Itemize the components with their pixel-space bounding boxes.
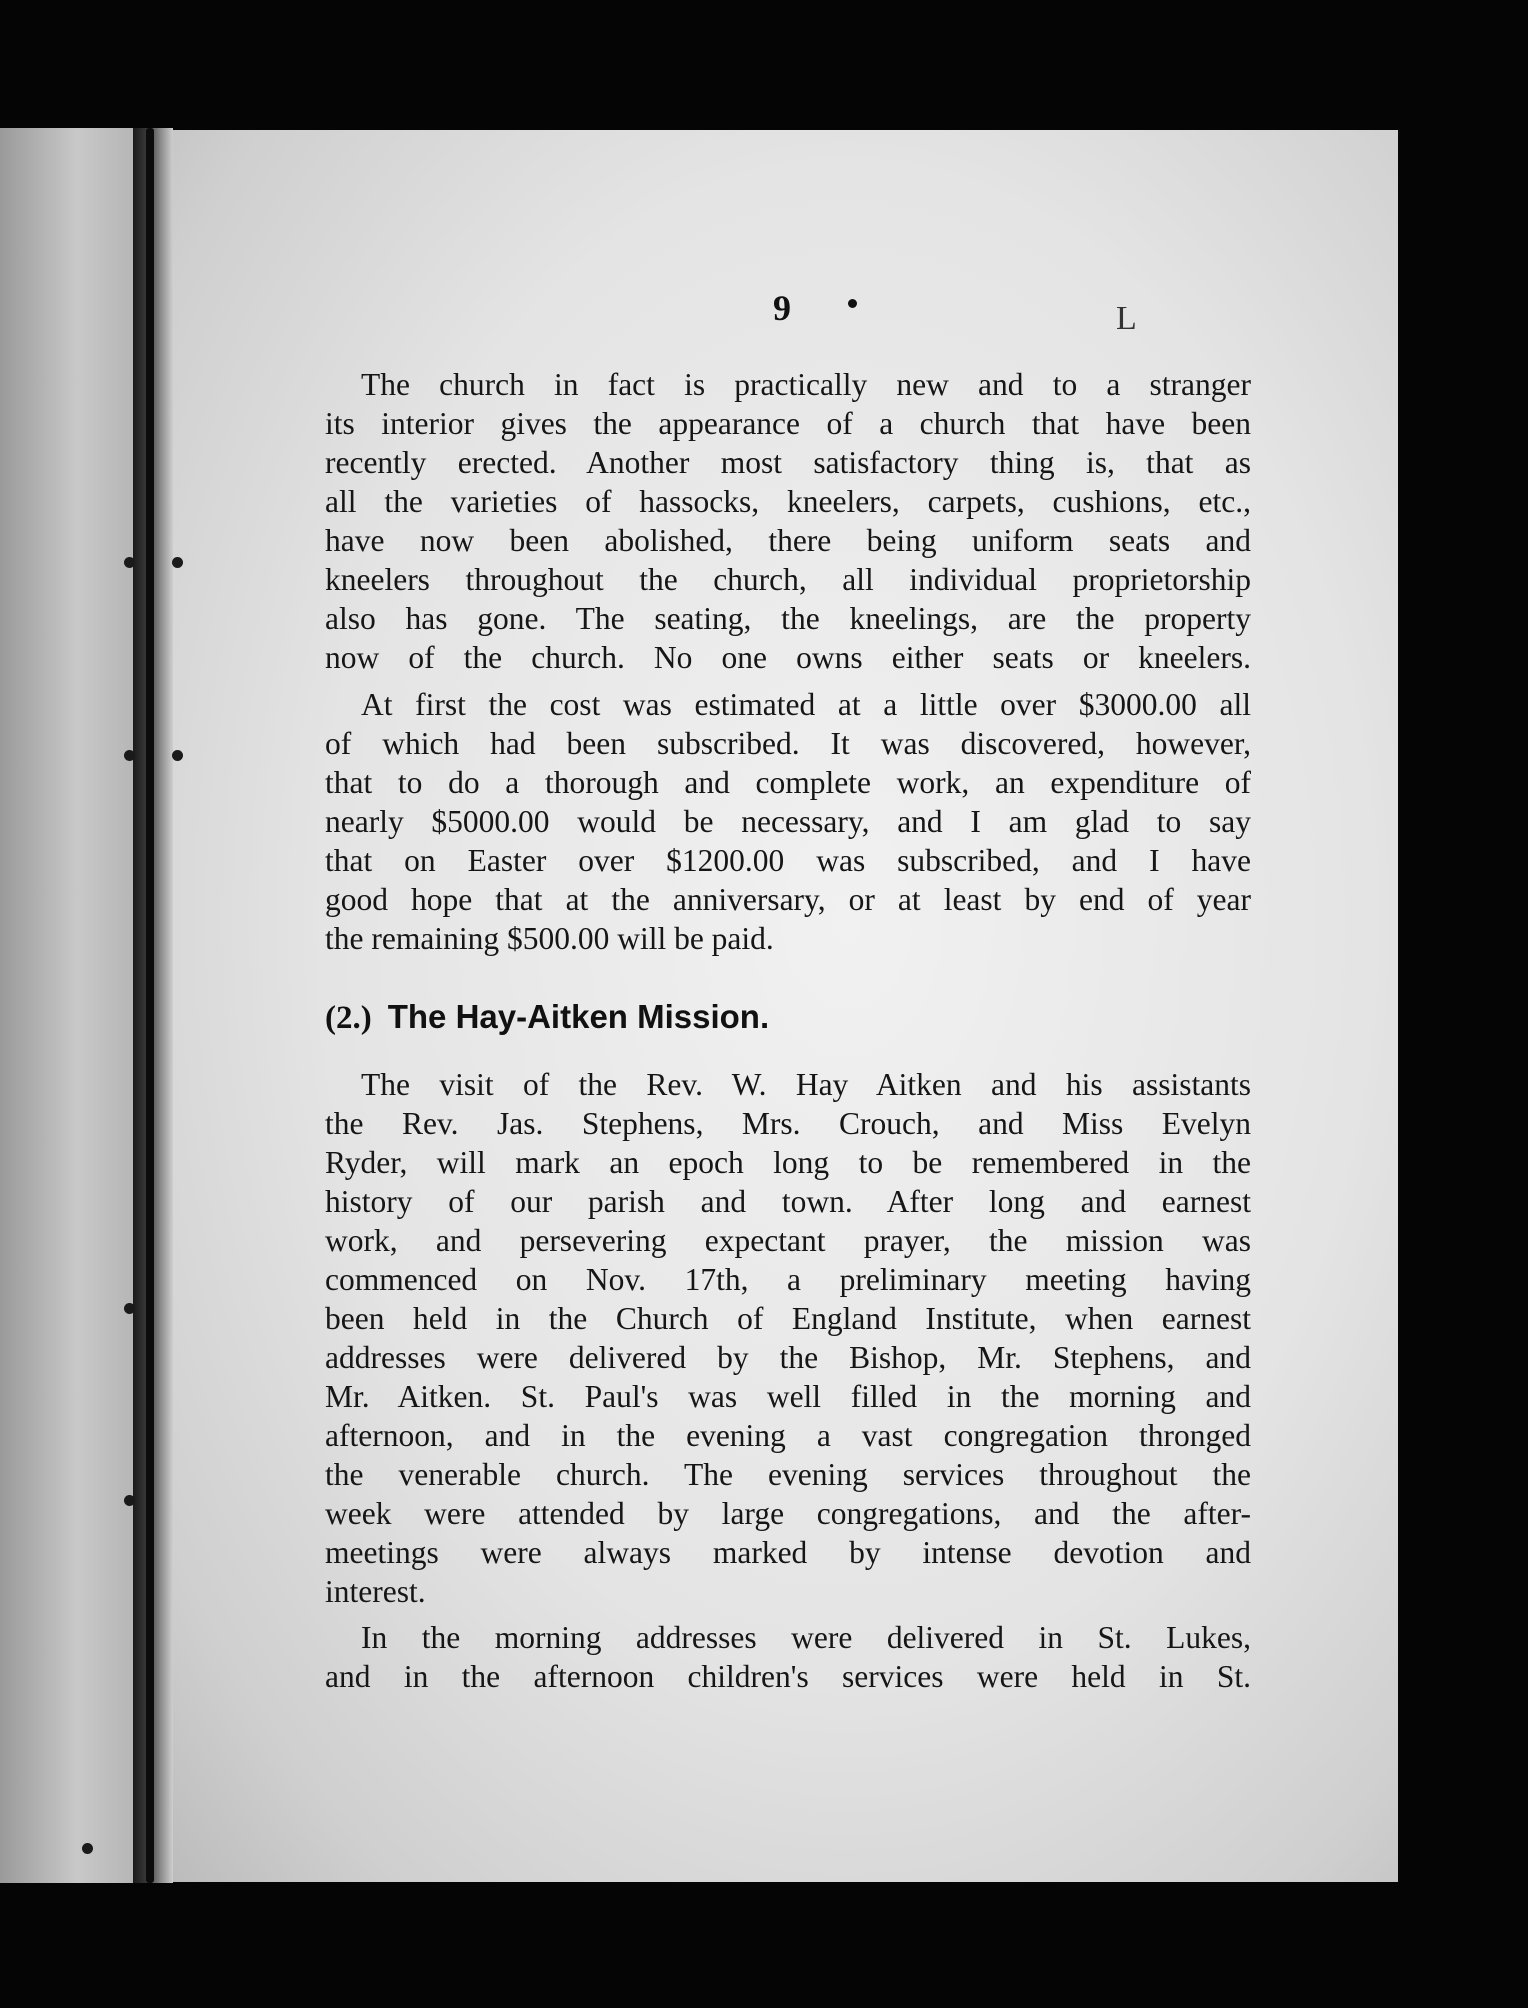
text-line: The church in fact is practically new and to a stranger [361,367,1251,402]
binding-hole [124,557,135,568]
text-line: commenced on Nov. 17th, a preliminary meeting having [325,1262,1251,1297]
text-line: now of the church. No one owns either seats or kneelers. [325,640,1251,675]
section-number: (2.) [325,1000,372,1036]
binding-hole [172,557,183,568]
text-line: the venerable church. The evening services throughout the [325,1457,1251,1492]
text-line: the Rev. Jas. Stephens, Mrs. Crouch, and Miss Evelyn [325,1106,1251,1141]
text-line: At first the cost was estimated at a little over $3000.00 all [361,687,1251,722]
text-line: have now been abolished, there being uniform seats and [325,523,1251,558]
text-line: nearly $5000.00 would be necessary, and I am glad to say [325,804,1251,839]
binding-hole [124,1495,135,1506]
text-line: its interior gives the appearance of a church that have been [325,406,1251,441]
binding-hole [82,1843,93,1854]
text-line: Ryder, will mark an epoch long to be remembered in the [325,1145,1251,1180]
text-line: of which had been subscribed. It was discovered, however, [325,726,1251,761]
text-line: the remaining $500.00 will be paid. [325,921,774,956]
text-line: recently erected. Another most satisfactory thing is, that as [325,445,1251,480]
text-line: history of our parish and town. After long and earnest [325,1184,1251,1219]
section-heading [325,998,769,1037]
binding-hole [124,1303,135,1314]
facing-page-edge [0,128,140,1883]
paragraph-church-renovation [325,365,1251,677]
text-line: good hope that at the anniversary, or at least by end of year [325,882,1251,917]
text-line: kneelers throughout the church, all individual proprietorship [325,562,1251,597]
text-line: addresses were delivered by the Bishop, Mr. Stephens, and [325,1340,1251,1375]
text-line: meetings were always marked by intense devotion and [325,1535,1251,1570]
page-number: 9 [773,288,791,328]
binding-hole [124,750,135,761]
text-line: that on Easter over $1200.00 was subscribed, and I have [325,843,1251,878]
text-line: The visit of the Rev. W. Hay Aitken and his assistants [361,1067,1251,1102]
ink-dot [848,299,857,308]
text-line: Mr. Aitken. St. Paul's was well filled in the morning and [325,1379,1251,1414]
text-line: afternoon, and in the evening a vast congregation thronged [325,1418,1251,1453]
text-line: interest. [325,1574,426,1609]
text-line: been held in the Church of England Institute, when earnest [325,1301,1251,1336]
margin-note: L [1116,300,1137,337]
text-line: work, and persevering expectant prayer, the mission was [325,1223,1251,1258]
text-line: and in the afternoon children's services were held in St. [325,1659,1251,1694]
binding-hole [172,750,183,761]
text-line: week were attended by large congregations, and the after- [325,1496,1251,1531]
binding-line [146,128,154,1883]
text-line: that to do a thorough and complete work, an expenditure of [325,765,1251,800]
section-title: The Hay-Aitken Mission. [387,998,770,1035]
text-line: all the varieties of hassocks, kneelers, carpets, cushions, etc., [325,484,1251,519]
paragraph-mission-visit [325,1065,1251,1611]
paragraph-morning-addresses [325,1618,1251,1696]
text-line: In the morning addresses were delivered in St. Lukes, [361,1620,1251,1655]
text-line: also has gone. The seating, the kneelings, are the property [325,601,1251,636]
paragraph-cost-estimate [325,685,1251,958]
